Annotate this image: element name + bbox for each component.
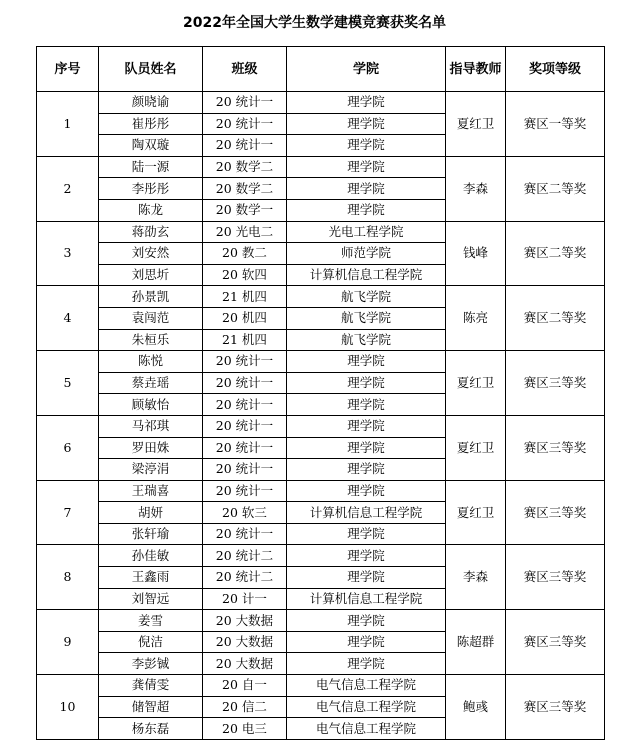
member-name-cell: 袁闯范 <box>99 307 203 329</box>
header-index: 序号 <box>37 47 99 92</box>
member-college-cell: 理学院 <box>287 156 446 178</box>
header-award: 奖项等级 <box>506 47 605 92</box>
award-cell: 赛区三等奖 <box>506 545 605 610</box>
member-college-cell: 理学院 <box>287 610 446 632</box>
member-college-cell: 计算机信息工程学院 <box>287 502 446 524</box>
member-class-cell: 20 自一 <box>203 675 287 697</box>
header-class: 班级 <box>203 47 287 92</box>
advisor-cell: 钱峰 <box>446 221 506 286</box>
table-row <box>37 351 605 373</box>
member-class-cell: 20 统计一 <box>203 523 287 545</box>
member-college-cell: 理学院 <box>287 135 446 157</box>
award-cell: 赛区三等奖 <box>506 415 605 480</box>
member-class-cell: 20 统计一 <box>203 92 287 114</box>
award-cell: 赛区二等奖 <box>506 221 605 286</box>
member-college-cell: 航飞学院 <box>287 329 446 351</box>
member-name-cell: 陶双璇 <box>99 135 203 157</box>
member-class-cell: 20 统计一 <box>203 372 287 394</box>
team-index-cell: 3 <box>37 221 99 286</box>
award-cell: 赛区三等奖 <box>506 480 605 545</box>
team-index-cell: 4 <box>37 286 99 351</box>
member-name-cell: 蒋劭玄 <box>99 221 203 243</box>
team-index-cell: 10 <box>37 675 99 740</box>
member-name-cell: 刘思圻 <box>99 264 203 286</box>
advisor-cell: 鲍彧 <box>446 675 506 740</box>
member-name-cell: 罗田姝 <box>99 437 203 459</box>
member-name-cell: 顾敏怡 <box>99 394 203 416</box>
member-name-cell: 朱桓乐 <box>99 329 203 351</box>
member-class-cell: 20 统计一 <box>203 351 287 373</box>
team-index-cell: 2 <box>37 156 99 221</box>
member-class-cell: 20 统计一 <box>203 459 287 481</box>
table-row <box>37 675 605 697</box>
award-cell: 赛区一等奖 <box>506 92 605 157</box>
member-name-cell: 梁渟涓 <box>99 459 203 481</box>
table-header <box>37 47 605 92</box>
team-index-cell: 5 <box>37 351 99 416</box>
member-college-cell: 理学院 <box>287 199 446 221</box>
member-class-cell: 20 光电二 <box>203 221 287 243</box>
member-name-cell: 颜晓谕 <box>99 92 203 114</box>
member-class-cell: 20 统计一 <box>203 437 287 459</box>
member-class-cell: 20 软三 <box>203 502 287 524</box>
member-college-cell: 理学院 <box>287 394 446 416</box>
member-class-cell: 20 信二 <box>203 696 287 718</box>
team-index-cell: 7 <box>37 480 99 545</box>
member-college-cell: 理学院 <box>287 178 446 200</box>
member-college-cell: 航飞学院 <box>287 286 446 308</box>
member-name-cell: 王瑞喜 <box>99 480 203 502</box>
member-college-cell: 理学院 <box>287 545 446 567</box>
member-college-cell: 理学院 <box>287 653 446 675</box>
member-class-cell: 20 大数据 <box>203 610 287 632</box>
member-college-cell: 理学院 <box>287 351 446 373</box>
document-title: 2022年全国大学生数学建模竞赛获奖名单 <box>183 15 446 31</box>
header-row <box>37 47 605 92</box>
award-cell: 赛区三等奖 <box>506 610 605 675</box>
table-row <box>37 286 605 308</box>
table-row <box>37 156 605 178</box>
header-advisor: 指导教师 <box>446 47 506 92</box>
team-index-cell: 9 <box>37 610 99 675</box>
member-class-cell: 20 计一 <box>203 588 287 610</box>
member-college-cell: 电气信息工程学院 <box>287 675 446 697</box>
member-name-cell: 姜雪 <box>99 610 203 632</box>
member-name-cell: 李彭铖 <box>99 653 203 675</box>
team-index-cell: 8 <box>37 545 99 610</box>
advisor-cell: 陈超群 <box>446 610 506 675</box>
member-class-cell: 20 机四 <box>203 307 287 329</box>
member-class-cell: 20 电三 <box>203 718 287 740</box>
member-college-cell: 计算机信息工程学院 <box>287 264 446 286</box>
member-name-cell: 蔡垚瑶 <box>99 372 203 394</box>
advisor-cell: 夏红卫 <box>446 480 506 545</box>
award-cell: 赛区二等奖 <box>506 286 605 351</box>
table-row <box>37 545 605 567</box>
member-name-cell: 刘智远 <box>99 588 203 610</box>
table-row <box>37 610 605 632</box>
advisor-cell: 夏红卫 <box>446 415 506 480</box>
member-name-cell: 龚倩雯 <box>99 675 203 697</box>
member-name-cell: 王鑫雨 <box>99 567 203 589</box>
advisor-cell: 夏红卫 <box>446 351 506 416</box>
member-class-cell: 21 机四 <box>203 286 287 308</box>
advisor-cell: 夏红卫 <box>446 92 506 157</box>
member-class-cell: 20 数学一 <box>203 199 287 221</box>
member-name-cell: 储智超 <box>99 696 203 718</box>
table-body <box>37 92 605 740</box>
advisor-cell: 陈亮 <box>446 286 506 351</box>
member-name-cell: 陆一源 <box>99 156 203 178</box>
member-college-cell: 理学院 <box>287 480 446 502</box>
header-college: 学院 <box>287 47 446 92</box>
member-class-cell: 20 统计一 <box>203 415 287 437</box>
member-college-cell: 计算机信息工程学院 <box>287 588 446 610</box>
member-name-cell: 杨东磊 <box>99 718 203 740</box>
member-name-cell: 马祁琪 <box>99 415 203 437</box>
member-class-cell: 20 数学二 <box>203 178 287 200</box>
member-college-cell: 理学院 <box>287 372 446 394</box>
member-class-cell: 20 统计一 <box>203 135 287 157</box>
award-table <box>36 46 605 740</box>
advisor-cell: 李森 <box>446 545 506 610</box>
table-row <box>37 480 605 502</box>
member-name-cell: 张轩瑜 <box>99 523 203 545</box>
member-class-cell: 20 软四 <box>203 264 287 286</box>
award-cell: 赛区二等奖 <box>506 156 605 221</box>
member-college-cell: 航飞学院 <box>287 307 446 329</box>
member-class-cell: 20 统计一 <box>203 394 287 416</box>
member-class-cell: 20 统计一 <box>203 480 287 502</box>
member-name-cell: 孙佳敏 <box>99 545 203 567</box>
member-college-cell: 理学院 <box>287 437 446 459</box>
member-class-cell: 20 统计二 <box>203 545 287 567</box>
member-college-cell: 理学院 <box>287 459 446 481</box>
member-class-cell: 20 教二 <box>203 243 287 265</box>
member-college-cell: 理学院 <box>287 415 446 437</box>
award-cell: 赛区三等奖 <box>506 675 605 740</box>
table-row <box>37 415 605 437</box>
team-index-cell: 1 <box>37 92 99 157</box>
member-college-cell: 理学院 <box>287 631 446 653</box>
member-name-cell: 陈龙 <box>99 199 203 221</box>
member-name-cell: 崔彤彤 <box>99 113 203 135</box>
team-index-cell: 6 <box>37 415 99 480</box>
member-class-cell: 21 机四 <box>203 329 287 351</box>
member-class-cell: 20 大数据 <box>203 631 287 653</box>
member-class-cell: 20 大数据 <box>203 653 287 675</box>
member-name-cell: 刘安然 <box>99 243 203 265</box>
member-name-cell: 陈悦 <box>99 351 203 373</box>
member-college-cell: 电气信息工程学院 <box>287 718 446 740</box>
member-college-cell: 理学院 <box>287 567 446 589</box>
member-name-cell: 李彤彤 <box>99 178 203 200</box>
member-name-cell: 孙景凯 <box>99 286 203 308</box>
table-row <box>37 221 605 243</box>
member-name-cell: 胡妍 <box>99 502 203 524</box>
member-class-cell: 20 统计二 <box>203 567 287 589</box>
header-members: 队员姓名 <box>99 47 203 92</box>
member-college-cell: 光电工程学院 <box>287 221 446 243</box>
award-cell: 赛区三等奖 <box>506 351 605 416</box>
table-row <box>37 92 605 114</box>
member-name-cell: 倪洁 <box>99 631 203 653</box>
member-class-cell: 20 统计一 <box>203 113 287 135</box>
member-college-cell: 理学院 <box>287 92 446 114</box>
member-class-cell: 20 数学二 <box>203 156 287 178</box>
member-college-cell: 电气信息工程学院 <box>287 696 446 718</box>
member-college-cell: 理学院 <box>287 113 446 135</box>
member-college-cell: 师范学院 <box>287 243 446 265</box>
member-college-cell: 理学院 <box>287 523 446 545</box>
advisor-cell: 李森 <box>446 156 506 221</box>
